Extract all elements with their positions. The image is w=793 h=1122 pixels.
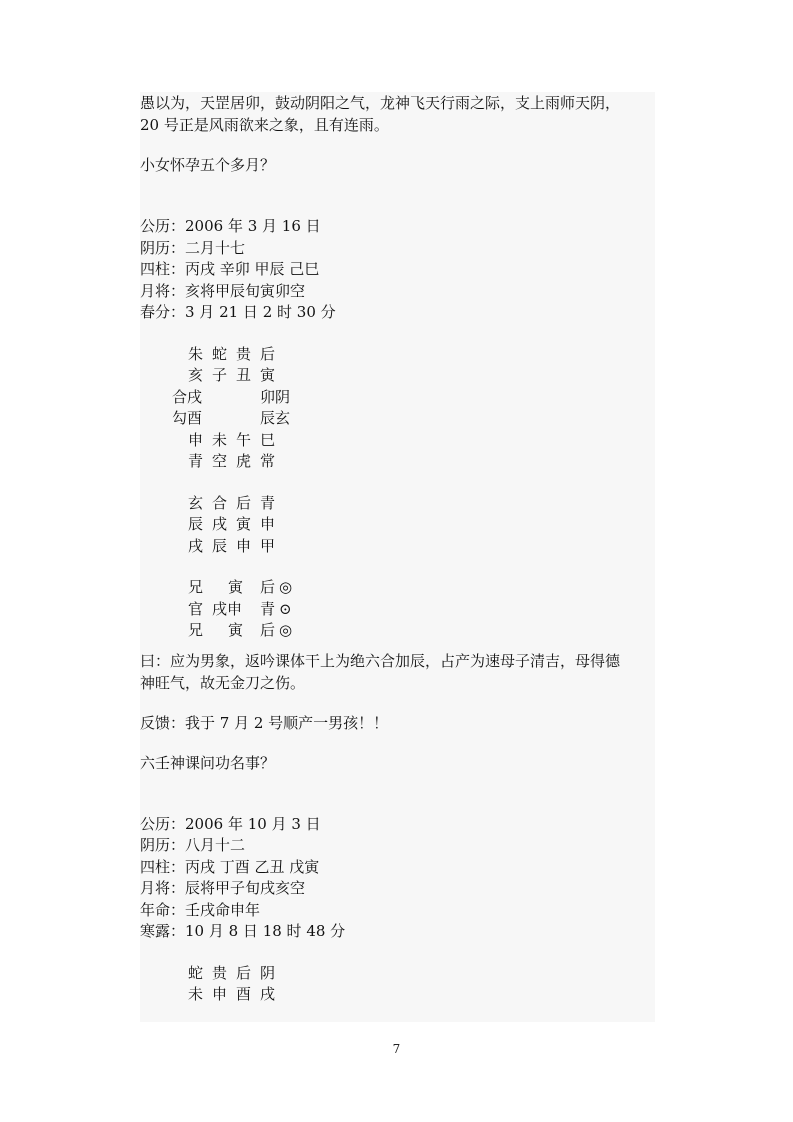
lesson-cell: 青 — [260, 493, 276, 512]
document-body — [140, 92, 655, 1022]
chart-row — [140, 984, 655, 1006]
branch-cell: 寅 — [228, 578, 244, 596]
case1-judgement-line-1: 曰：应为男象，返吟课体干上为绝六合加辰，占产为速母子清吉，母得德 — [140, 651, 621, 670]
chart-row — [140, 344, 655, 366]
chart-row — [140, 963, 655, 985]
chart-cell: 蛇 — [212, 344, 228, 363]
god-cell: 后 — [260, 578, 276, 596]
transmission-row — [140, 620, 655, 642]
lesson-cell: 申 — [260, 515, 276, 533]
case2-month-general: 月将：辰将甲子旬戌亥空 — [140, 879, 306, 897]
chart-cell: 后 — [236, 963, 252, 982]
lesson-cell: 合 — [212, 493, 228, 512]
lesson-cell: 寅 — [236, 515, 252, 533]
case2-lunar-date: 阴历：八月十二 — [140, 836, 246, 854]
page-number: 7 — [392, 1042, 401, 1056]
lessons-row — [140, 493, 655, 515]
lesson-cell: 玄 — [188, 493, 204, 512]
chart-cell: 后 — [260, 344, 276, 363]
chart-cell: 申 — [212, 985, 228, 1003]
chart-row — [140, 430, 655, 452]
case1-judgement-line-2: 神旺气，故无金刀之伤。 — [140, 673, 306, 692]
relation-cell: 兄 — [188, 578, 204, 596]
chart-row — [140, 408, 655, 430]
lesson-cell: 后 — [236, 493, 252, 512]
lesson-cell: 甲 — [260, 536, 276, 555]
chart-cell: 酉 — [236, 985, 252, 1003]
case2-gregorian-date: 公历：2006 年 10 月 3 日 — [140, 814, 321, 833]
case1-info — [140, 216, 655, 324]
lesson-cell: 辰 — [212, 536, 228, 555]
god-cell: 青 — [260, 599, 276, 618]
intro-line-2: 20 号正是风雨欲来之象，且有连雨。 — [140, 116, 389, 134]
chart-cell: 丑 — [236, 366, 252, 384]
chart-cell: 常 — [260, 452, 276, 470]
chart-cell: 合戌 — [172, 387, 203, 406]
chart-cell: 午 — [236, 430, 252, 449]
case2-info — [140, 814, 655, 943]
chart-cell: 阴 — [260, 963, 276, 982]
case2-heaven-earth-chart — [140, 963, 655, 1006]
chart-row — [140, 387, 655, 409]
lesson-cell: 辰 — [188, 515, 204, 533]
chart-row — [140, 365, 655, 387]
case2-solar-term: 寒露：10 月 8 日 18 时 48 分 — [140, 922, 346, 940]
chart-cell: 勾酉 — [172, 409, 203, 427]
chart-cell: 未 — [188, 985, 204, 1003]
case1-feedback: 反馈：我于 7 月 2 号顺产一男孩！！ — [140, 713, 389, 732]
chart-cell: 贵 — [212, 963, 228, 982]
chart-cell: 贵 — [236, 344, 252, 363]
case2-four-pillars: 四柱：丙戌 丁酉 乙丑 戊寅 — [140, 857, 320, 876]
circled-dot-icon: ⊙ — [279, 599, 292, 618]
case1-gregorian-date: 公历：2006 年 3 月 16 日 — [140, 217, 321, 235]
chart-cell: 空 — [212, 452, 228, 470]
chart-cell: 卯阴 — [260, 387, 291, 406]
case1-four-lessons — [140, 493, 655, 558]
case1-heaven-earth-chart — [140, 344, 655, 473]
chart-cell: 戌 — [260, 985, 276, 1003]
chart-cell: 巳 — [260, 430, 276, 449]
lessons-row — [140, 536, 655, 558]
double-circle-icon: ◎ — [279, 621, 293, 639]
relation-cell: 兄 — [188, 621, 204, 639]
chart-cell: 申 — [188, 430, 204, 449]
transmission-row — [140, 599, 655, 621]
chart-cell: 青 — [188, 452, 204, 470]
chart-cell: 亥 — [188, 366, 204, 384]
chart-cell: 寅 — [260, 366, 276, 384]
case1-month-general: 月将：亥将甲辰旬寅卯空 — [140, 281, 306, 300]
case1-three-transmissions — [140, 577, 655, 642]
chart-cell: 辰玄 — [260, 409, 291, 427]
case1-four-pillars: 四柱：丙戌 辛卯 甲辰 己巳 — [140, 260, 320, 278]
case2-birth-year: 年命：壬戌命申年 — [140, 900, 261, 919]
transmission-row — [140, 577, 655, 599]
case1-lunar-date: 阴历：二月十七 — [140, 238, 246, 257]
relation-cell: 官 — [188, 599, 204, 618]
chart-cell: 蛇 — [188, 963, 204, 982]
chart-cell: 朱 — [188, 344, 204, 363]
branch-cell: 寅 — [228, 621, 244, 639]
lesson-cell: 戌 — [188, 536, 204, 555]
chart-cell: 虎 — [236, 452, 252, 470]
case2-question: 六壬神课问功名事？ — [140, 753, 276, 772]
chart-row — [140, 451, 655, 473]
lesson-cell: 申 — [236, 536, 252, 555]
case1-question: 小女怀孕五个多月？ — [140, 156, 276, 174]
chart-cell: 子 — [212, 366, 228, 384]
lessons-row — [140, 514, 655, 536]
branch-cell: 戌申 — [212, 599, 243, 618]
intro-line-1: 愚以为，天罡居卯，鼓动阴阳之气，龙神飞天行雨之际，支上雨师天阴， — [140, 94, 621, 112]
case1-solar-term: 春分：3 月 21 日 2 时 30 分 — [140, 303, 336, 321]
lesson-cell: 戌 — [212, 515, 228, 533]
double-circle-icon: ◎ — [279, 578, 293, 596]
chart-cell: 未 — [212, 430, 228, 449]
god-cell: 后 — [260, 621, 276, 639]
